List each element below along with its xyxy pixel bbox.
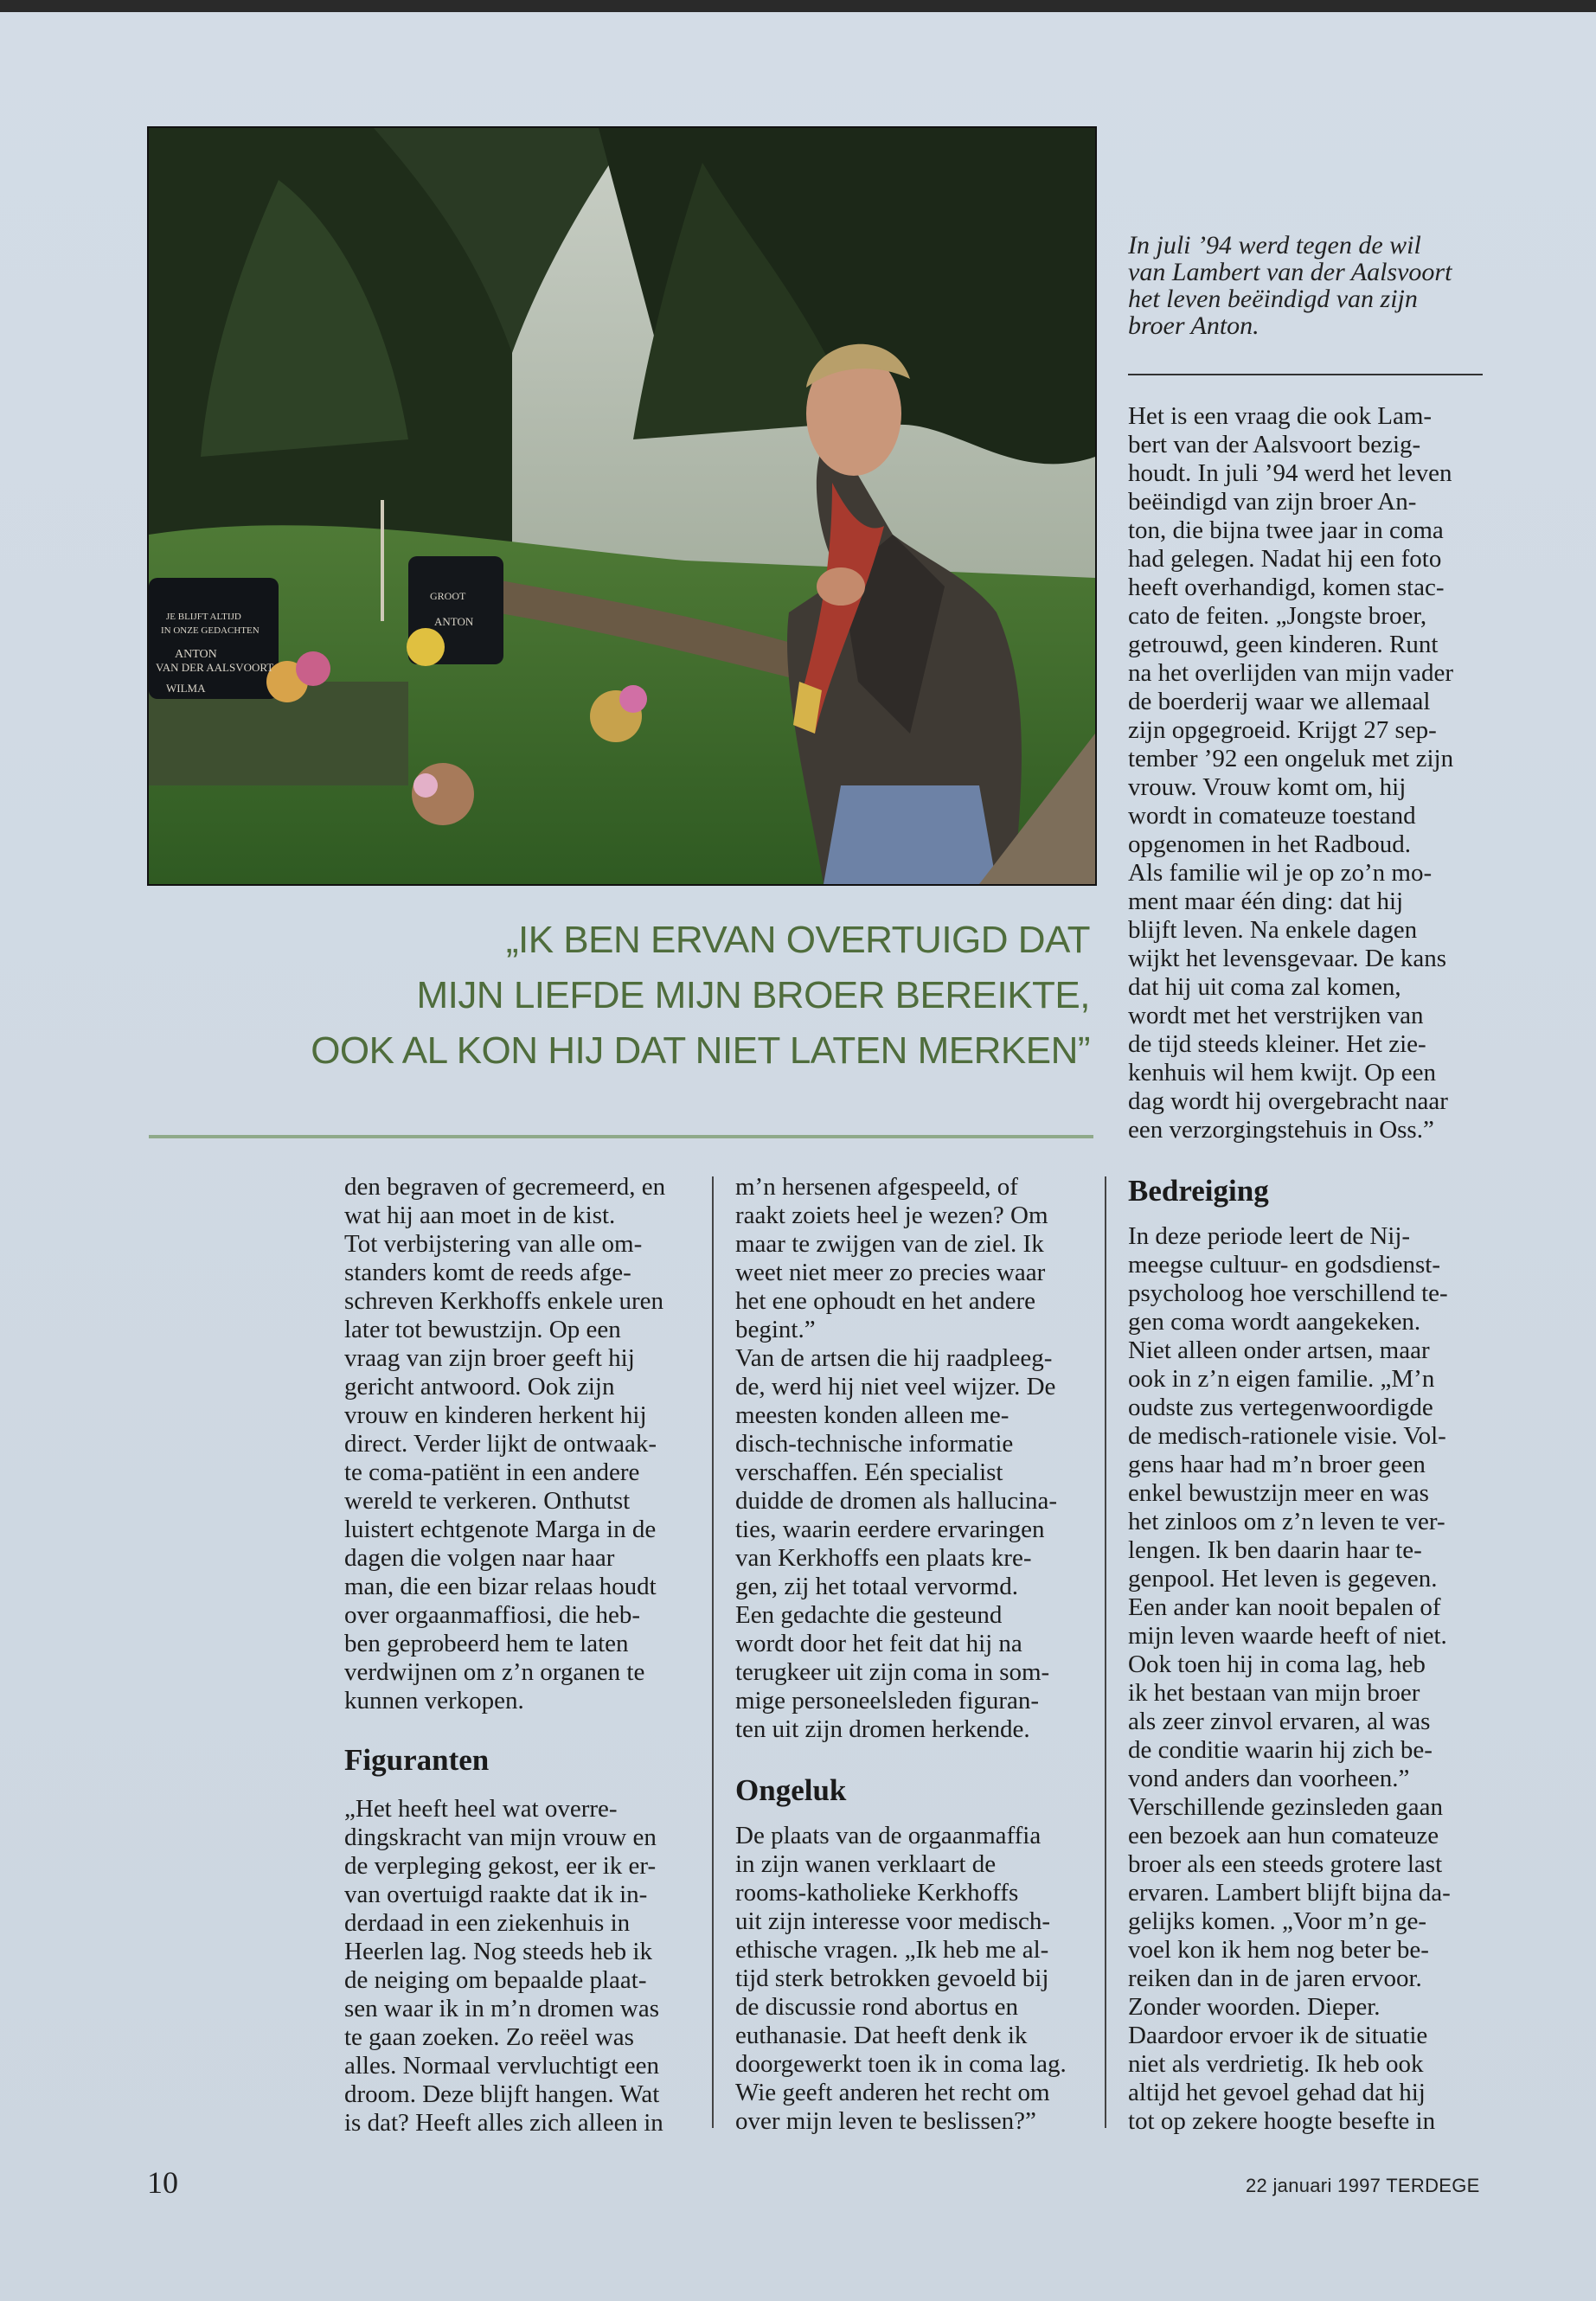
text-line: Wie geeft anderen het recht om	[735, 2079, 1050, 2106]
text-line: kenhuis wil hem kwijt. Op een	[1128, 1059, 1437, 1086]
top-border	[0, 0, 1596, 12]
paragraph	[1128, 402, 1491, 1144]
paragraph	[1128, 1222, 1491, 2136]
text-line: man, die een bizar relaas houdt	[344, 1573, 657, 1600]
text-line: vrouw en kinderen herkent hij	[344, 1401, 647, 1429]
caption-line: In juli ’94 werd tegen de wil	[1128, 231, 1421, 260]
text-line: Heerlen lag. Nog steeds heb ik	[344, 1938, 652, 1965]
text-line: uit zijn interesse voor medisch-	[735, 1907, 1051, 1935]
text-line: ton, die bijna twee jaar in coma	[1128, 516, 1444, 544]
text-line: beëindigd van zijn broer An-	[1128, 488, 1417, 516]
text-line: Een gedachte die gesteund	[735, 1601, 1003, 1629]
grave-left-text-3: ANTON	[175, 648, 217, 661]
text-line: standers komt de reeds afge-	[344, 1259, 631, 1286]
text-line: lengen. Ik ben daarin haar te-	[1128, 1536, 1422, 1564]
text-line: de medisch-rationele visie. Vol-	[1128, 1422, 1446, 1450]
column-divider	[1105, 1176, 1106, 2128]
text-line: droom. Deze blijft hangen. Wat	[344, 2080, 660, 2108]
text-line: broer als een steeds grotere last	[1128, 1850, 1443, 1878]
text-line: mige personeelsleden figuran-	[735, 1687, 1040, 1715]
issue-footer: 22 januari 1997 TERDEGE	[1246, 2175, 1480, 2196]
text-line: Daardoor ervoer ik de situatie	[1128, 2022, 1428, 2049]
text-line: meesten konden alleen me-	[735, 1401, 1010, 1429]
text-line: tember ’92 een ongeluk met zijn	[1128, 745, 1454, 772]
text-line: wereld te verkeren. Onthutst	[344, 1487, 631, 1515]
text-line: Tot verbijstering van alle om-	[344, 1230, 643, 1258]
section-heading: Bedreiging	[1128, 1174, 1269, 1208]
text-line: gen coma wordt aangekeken.	[1128, 1308, 1421, 1336]
cemetery-photo	[149, 128, 1095, 884]
paragraph	[735, 1822, 1099, 2136]
text-line: ties, waarin eerdere ervaringen	[735, 1516, 1045, 1543]
text-line: Verschillende gezinsleden gaan	[1128, 1793, 1443, 1821]
text-line: maar te zwijgen van de ziel. Ik	[735, 1230, 1044, 1258]
text-line: verdwijnen om z’n organen te	[344, 1658, 645, 1686]
text-line: derdaad in een ziekenhuis in	[344, 1909, 631, 1937]
text-line: psycholoog hoe verschillend te-	[1128, 1279, 1448, 1307]
grave-right-text-2: ANTON	[434, 615, 474, 628]
pull-quote-line: „IK BEN ERVAN OVERTUIGD DAT	[505, 919, 1090, 961]
text-line: ik het bestaan van mijn broer	[1128, 1679, 1420, 1707]
text-line: wordt in comateuze toestand	[1128, 802, 1416, 830]
text-line: In deze periode leert de Nij-	[1128, 1222, 1411, 1250]
text-line: getrouwd, geen kinderen. Runt	[1128, 631, 1439, 658]
text-line: van Kerkhoffs een plaats kre-	[735, 1544, 1032, 1572]
page-number: 10	[147, 2165, 178, 2200]
text-line: een verzorgingstehuis in Oss.”	[1128, 1116, 1434, 1144]
paragraph	[344, 1173, 708, 1715]
text-line: „Het heeft heel wat overre-	[344, 1795, 618, 1823]
text-line: doorgewerkt toen ik in coma lag.	[735, 2050, 1067, 2078]
grave-left-text-1: JE BLIJFT ALTIJD	[166, 612, 241, 622]
text-line: als zeer zinvol ervaren, al was	[1128, 1708, 1431, 1735]
text-line: oudste zus vertegenwoordigde	[1128, 1394, 1433, 1421]
text-line: verschaffen. Eén specialist	[735, 1458, 1003, 1486]
text-line: Van de artsen die hij raadpleeg-	[735, 1344, 1053, 1372]
text-line: de verpleging gekost, eer ik er-	[344, 1852, 657, 1880]
text-line: de conditie waarin hij zich be-	[1128, 1736, 1433, 1764]
text-line: gericht antwoord. Ook zijn	[344, 1373, 615, 1400]
text-line: gens haar had m’n broer geen	[1128, 1451, 1426, 1478]
text-line: de neiging om bepaalde plaat-	[344, 1966, 647, 1994]
pull-quote-line: OOK AL KON HIJ DAT NIET LATEN MERKEN”	[311, 1029, 1090, 1072]
grave-left-text-2: IN ONZE GEDACHTEN	[161, 625, 260, 636]
text-line: sen waar ik in m’n dromen was	[344, 1995, 660, 2022]
grave-right-text-1: GROOT	[430, 590, 466, 602]
text-line: na het overlijden van mijn vader	[1128, 659, 1454, 687]
text-line: niet als verdrietig. Ik heb ook	[1128, 2050, 1424, 2078]
text-line: schreven Kerkhoffs enkele uren	[344, 1287, 664, 1315]
grave-left-text-5: WILMA	[166, 682, 206, 695]
text-line: het ene ophoudt en het andere	[735, 1287, 1036, 1315]
text-line: ment maar één ding: dat hij	[1128, 888, 1404, 915]
text-line: over mijn leven te beslissen?”	[735, 2107, 1036, 2135]
article-column-3	[1128, 402, 1491, 2136]
text-line: bert van der Aalsvoort bezig-	[1128, 431, 1421, 458]
text-line: terugkeer uit zijn coma in som-	[735, 1658, 1050, 1686]
text-line: wijkt het levensgevaar. De kans	[1128, 945, 1447, 972]
text-line: vrouw. Vrouw komt om, hij	[1128, 773, 1407, 801]
text-line: euthanasie. Dat heeft denk ik	[735, 2022, 1028, 2049]
text-line: m’n hersenen afgespeeld, of	[735, 1173, 1018, 1201]
text-line: luistert echtgenote Marga in de	[344, 1516, 657, 1543]
text-line: vraag van zijn broer geeft hij	[344, 1344, 635, 1372]
text-line: genpool. Het leven is gegeven.	[1128, 1565, 1438, 1593]
text-line: weet niet meer zo precies waar	[735, 1259, 1046, 1286]
text-line: het zinloos om z’n leven te ver-	[1128, 1508, 1445, 1535]
text-line: altijd het gevoel gehad dat hij	[1128, 2079, 1426, 2106]
text-line: tot op zekere hoogte besefte in	[1128, 2107, 1436, 2135]
text-line: meegse cultuur- en godsdienst-	[1128, 1251, 1441, 1279]
text-line: dat hij uit coma zal komen,	[1128, 973, 1401, 1001]
text-line: disch-technische informatie	[735, 1430, 1014, 1458]
text-line: vond anders dan voorheen.”	[1128, 1765, 1410, 1792]
text-line: rooms-katholieke Kerkhoffs	[735, 1879, 1019, 1907]
text-line: mijn leven waarde heeft of niet.	[1128, 1622, 1447, 1650]
text-line: de boerderij waar we allemaal	[1128, 688, 1431, 715]
text-line: direct. Verder lijkt de ontwaak-	[344, 1430, 657, 1458]
text-line: over orgaanmaffiosi, die heb-	[344, 1601, 640, 1629]
text-line: reiken dan in de jaren ervoor.	[1128, 1965, 1422, 1992]
text-line: te coma-patiënt in een andere	[344, 1458, 640, 1486]
text-line: raakt zoiets heel je wezen? Om	[735, 1202, 1048, 1229]
photo-caption	[1128, 232, 1491, 339]
text-line: de discussie rond abortus en	[735, 1993, 1018, 2021]
text-line: Als familie wil je op zo’n mo-	[1128, 859, 1433, 887]
text-line: duidde de dromen als hallucina-	[735, 1487, 1058, 1515]
pull-quote-divider	[149, 1135, 1093, 1138]
article-column-1	[344, 1173, 708, 2138]
text-line: gen, zij het totaal vervormd.	[735, 1573, 1018, 1600]
paragraph	[344, 1795, 708, 2138]
text-line: heeft overhandigd, komen stac-	[1128, 574, 1445, 601]
section-heading: Ongeluk	[735, 1773, 847, 1807]
section-heading: Figuranten	[344, 1743, 490, 1777]
text-line: wordt met het verstrijken van	[1128, 1002, 1424, 1029]
text-line: dagen die volgen naar haar	[344, 1544, 615, 1572]
text-line: ethische vragen. „Ik heb me al-	[735, 1936, 1049, 1964]
text-line: kunnen verkopen.	[344, 1687, 524, 1715]
text-line: een bezoek aan hun comateuze	[1128, 1822, 1439, 1849]
text-line: in zijn wanen verklaart de	[735, 1850, 997, 1878]
column-divider	[712, 1176, 714, 2128]
text-line: is dat? Heeft alles zich alleen in	[344, 2109, 663, 2137]
text-line: Een ander kan nooit bepalen of	[1128, 1593, 1441, 1621]
text-line: gelijks komen. „Voor m’n ge-	[1128, 1907, 1426, 1935]
text-line: tijd sterk betrokken gevoeld bij	[735, 1965, 1049, 1992]
text-line: had gelegen. Nadat hij een foto	[1128, 545, 1442, 573]
text-line: Zonder woorden. Dieper.	[1128, 1993, 1381, 2021]
article-column-2	[735, 1173, 1099, 2136]
text-line: ben geprobeerd hem te laten	[344, 1630, 629, 1657]
text-line: zijn opgegroeid. Krijgt 27 sep-	[1128, 716, 1437, 744]
pull-quote	[164, 913, 1090, 1079]
text-line: ervaren. Lambert blijft bijna da-	[1128, 1879, 1451, 1907]
pull-quote-line: MIJN LIEFDE MIJN BROER BEREIKTE,	[416, 974, 1090, 1016]
text-line: opgenomen in het Radboud.	[1128, 830, 1412, 858]
text-line: blijft leven. Na enkele dagen	[1128, 916, 1418, 944]
text-line: De plaats van de orgaanmaffia	[735, 1822, 1042, 1849]
text-line: de tijd steeds kleiner. Het zie-	[1128, 1030, 1426, 1058]
text-line: houdt. In juli ’94 werd het leven	[1128, 459, 1452, 487]
text-line: van overtuigd raakte dat ik in-	[344, 1881, 648, 1908]
caption-line: broer Anton.	[1128, 311, 1259, 340]
text-line: te gaan zoeken. Zo reëel was	[344, 2023, 634, 2051]
text-line: ten uit zijn dromen herkende.	[735, 1715, 1030, 1743]
caption-line: het leven beëindigd van zijn	[1128, 285, 1418, 313]
text-line: wordt door het feit dat hij na	[735, 1630, 1022, 1657]
grave-left-text-4: VAN DER AALSVOORT	[156, 661, 274, 674]
text-line: de, werd hij niet veel wijzer. De	[735, 1373, 1056, 1400]
text-line: wat hij aan moet in de kist.	[344, 1202, 616, 1229]
text-line: enkel bewustzijn meer en was	[1128, 1479, 1429, 1507]
text-line: dag wordt hij overgebracht naar	[1128, 1087, 1448, 1115]
text-line: later tot bewustzijn. Op een	[344, 1316, 621, 1343]
text-line: cato de feiten. „Jongste broer,	[1128, 602, 1427, 630]
paragraph	[735, 1173, 1099, 1744]
text-line: begint.”	[735, 1316, 816, 1343]
article-photo	[147, 126, 1097, 886]
text-line: alles. Normaal vervluchtigt een	[344, 2052, 659, 2080]
text-line: dingskracht van mijn vrouw en	[344, 1823, 657, 1851]
text-line: ook in z’n eigen familie. „M’n	[1128, 1365, 1435, 1393]
text-line: Ook toen hij in coma lag, heb	[1128, 1650, 1426, 1678]
text-line: Het is een vraag die ook Lam-	[1128, 402, 1433, 430]
caption-divider	[1128, 374, 1483, 375]
caption-line: van Lambert van der Aalsvoort	[1128, 258, 1452, 286]
text-line: den begraven of gecremeerd, en	[344, 1173, 666, 1201]
text-line: Niet alleen onder artsen, maar	[1128, 1336, 1430, 1364]
text-line: voel kon ik hem nog beter be-	[1128, 1936, 1429, 1964]
